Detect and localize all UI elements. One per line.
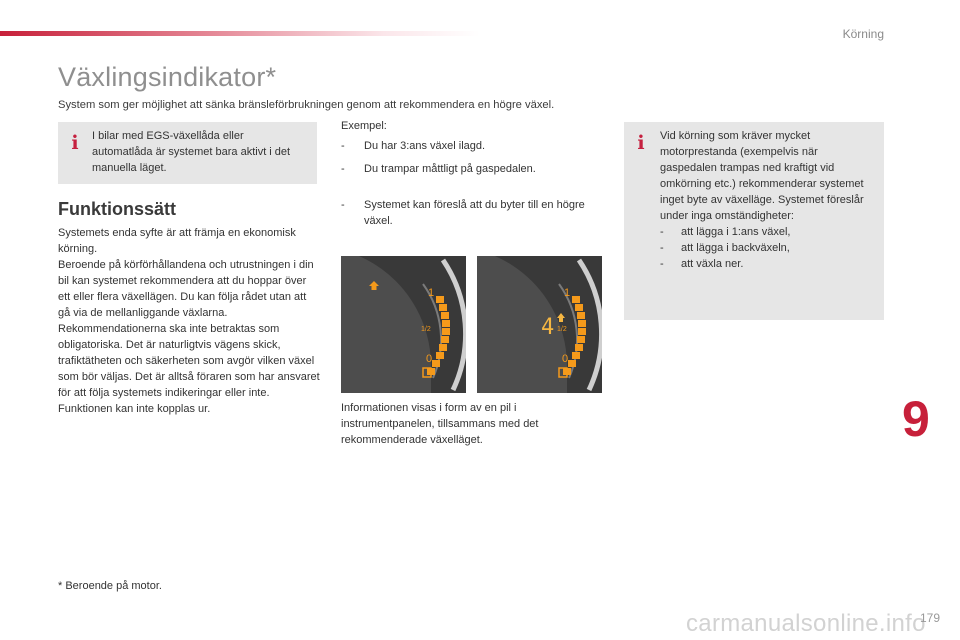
gauge-mark-half: 1/2 [557, 326, 567, 333]
gauge-mark-half: 1/2 [421, 326, 431, 333]
fuel-gauge-image-after [477, 256, 602, 393]
page-subtitle: System som ger möjlighet att sänka bränsleförbrukningen genom att rekommendera en högre växel. [58, 99, 555, 111]
header-accent-bar [0, 31, 480, 36]
body-paragraph: Systemets enda syfte är att främja en ekonomisk körning. [58, 227, 296, 255]
list-dash: - [341, 140, 345, 152]
list-item [660, 256, 875, 272]
list-dash: - [660, 242, 664, 254]
page-title: Växlingsindikator* [58, 62, 277, 92]
body-paragraph: Beroende på körförhållandena och utrustningen i din bil kan systemet rekommendera att du hoppar över ett eller flera växellägen. Du kan följa rådet utan att gå via de mellanliggande växlarna. [58, 259, 314, 319]
footnote: * Beroende på motor. [58, 580, 162, 592]
gauge-mark-full: 1 [564, 287, 571, 299]
list-item [660, 224, 875, 240]
example-item [341, 197, 586, 229]
info-note-right [624, 122, 884, 320]
info-note-left [58, 122, 317, 184]
list-item-text: att lägga i backväxeln, [681, 242, 790, 254]
gear-indicator: 4 [541, 315, 555, 340]
watermark: carmanualsonline.info [686, 610, 926, 637]
example-item-text: Du trampar måttligt på gaspedalen. [364, 163, 536, 175]
gauge-mark-full: 1 [428, 287, 435, 299]
section-body [58, 225, 320, 417]
example-item-text: Du har 3:ans växel ilagd. [364, 140, 486, 152]
example-item [341, 161, 591, 177]
fuel-gauge-image-before [341, 256, 466, 393]
page-number: 179 [919, 611, 940, 625]
body-paragraph: Rekommendationerna ska inte betraktas som obligatoriska. Det är naturligtvis vägens skick, trafiktätheten och säkerheten som avgör vilken växel som bör väljas. Det är alltså föraren som har ansvaret för att följa systemets indikeringar eller inte. [58, 323, 320, 399]
gauge-mark-empty: 0 [562, 353, 569, 365]
list-dash: - [660, 258, 664, 270]
example-item-text: Systemet kan föreslå att du byter till en högre växel. [364, 199, 585, 227]
list-item-text: att växla ner. [681, 258, 744, 270]
info-note-left-text: I bilar med EGS-växellåda eller automatlåda är systemet bara aktivt i det manuella läget. [92, 130, 291, 174]
gauge-mark-empty: 0 [426, 353, 433, 365]
list-item-text: att lägga i 1:ans växel, [681, 226, 791, 238]
section-label: Körning [842, 27, 884, 41]
list-dash: - [341, 163, 345, 175]
gauge-caption: Informationen visas i form av en pil i instrumentpanelen, tillsammans med det rekommenderade växelläget. [341, 402, 539, 446]
chapter-number: 9 [902, 391, 930, 447]
body-paragraph: Funktionen kan inte kopplas ur. [58, 403, 211, 415]
info-note-right-intro: Vid körning som kräver mycket motorprestanda (exempelvis när gaspedalen trampas ned kraftigt vid omkörning etc.) rekommenderar systemet inget byte av växelläge. Systemet föreslår under inga omständigheter: [660, 130, 864, 222]
section-heading: Funktionssätt [58, 199, 177, 219]
info-icon: i [71, 132, 79, 154]
info-note-right-text [660, 128, 875, 272]
list-item [660, 240, 875, 256]
list-dash: - [660, 226, 664, 238]
info-icon: i [637, 132, 645, 154]
restriction-list [660, 224, 875, 272]
example-item [341, 138, 591, 154]
gauge-illustration [477, 256, 602, 393]
example-label: Exempel: [341, 120, 387, 132]
list-dash: - [341, 199, 345, 211]
gauge-illustration [341, 256, 466, 393]
